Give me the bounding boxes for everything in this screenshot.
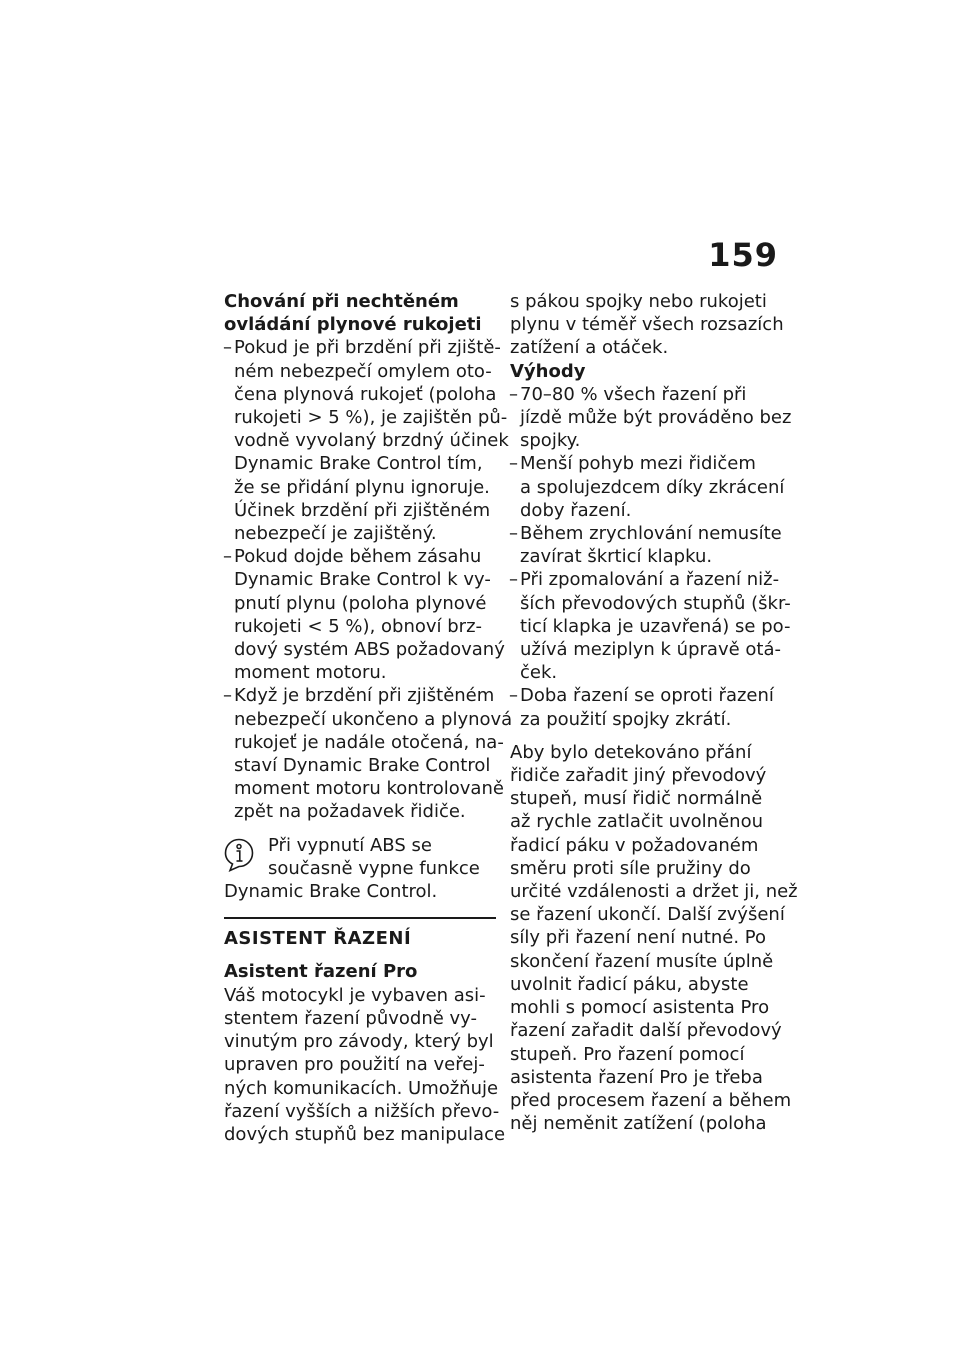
bullet-line: – Doba řazení se oproti řazení: [520, 685, 774, 707]
bullet-line: – Pokud je při brzdění při zjiště-: [234, 337, 501, 359]
note-line: Dynamic Brake Control.: [224, 881, 438, 903]
paragraph-line: ných komunikacích. Umožňuje: [224, 1077, 499, 1099]
bullet-line: ticí klapka je uzavřená) se po-: [520, 615, 791, 637]
note-line: Při vypnutí ABS se: [268, 834, 432, 856]
bullet-line: rukojeti < 5 %), obnoví brz-: [234, 615, 483, 637]
subheading: Výhody: [510, 360, 586, 382]
paragraph-line: řazení vyšších a nižších převo-: [224, 1100, 500, 1122]
paragraph-line: síly při řazení není nutné. Po: [510, 927, 767, 949]
bullet-line: za použití spojky zkrátí.: [520, 708, 732, 730]
heading-line: Chování při nechtěném: [224, 291, 459, 312]
paragraph-line: asistenta řazení Pro je třeba: [510, 1066, 763, 1088]
paragraph: [224, 984, 506, 1146]
paragraph-line: řazení zařadit další převodový: [510, 1020, 782, 1042]
paragraph-line: s pákou spojky nebo rukojeti: [510, 291, 767, 312]
list-item: [224, 545, 505, 684]
paragraph-line: stupeň. Pro řazení pomocí: [510, 1043, 745, 1065]
paragraph-line: určité vzdálenosti a držet ji, než: [510, 881, 798, 903]
right-column: [510, 290, 798, 1135]
paragraph-line: se řazení ukončí. Další zvýšení: [510, 904, 785, 926]
bullet-line: moment motoru.: [234, 662, 387, 684]
bullet-line: – Menší pohyb mezi řidičem: [520, 453, 756, 475]
page-number: 159: [708, 236, 778, 274]
bullet-line: užívá meziplyn k úpravě otá-: [520, 639, 781, 661]
paragraph-line: zatížení a otáček.: [510, 337, 669, 359]
paragraph-line: před procesem řazení a během: [510, 1089, 792, 1111]
paragraph-line: směru proti síle pružiny do: [510, 857, 751, 879]
list-item: [510, 452, 785, 522]
list-item: [510, 522, 782, 568]
info-icon: [224, 838, 254, 872]
bullet-line: ném nebezpečí omylem oto-: [234, 360, 492, 382]
subheading: Asistent řazení Pro: [224, 961, 418, 983]
bullet-line: rukojeť je nadále otočená, na-: [234, 731, 504, 753]
paragraph-line: vinutým pro závody, který byl: [224, 1031, 494, 1053]
bullet-line: a spolujezdcem díky zkrácení: [520, 476, 785, 498]
list-item: [510, 383, 792, 453]
paragraph-line: stentem řazení původně vy-: [224, 1007, 478, 1029]
heading-line: ovládání plynové rukojeti: [224, 314, 482, 336]
paragraph-line: dových stupňů bez manipulace: [224, 1123, 506, 1145]
bullet-line: čena plynová rukojeť (poloha: [234, 383, 497, 405]
bullet-line: – Když je brzdění při zjištěném: [234, 685, 495, 707]
paragraph-line: mohli s pomocí asistenta Pro: [510, 997, 770, 1019]
bullet-line: zpět na požadavek řidiče.: [234, 801, 466, 823]
paragraph-line: upraven pro použití na veřej-: [224, 1054, 485, 1076]
paragraph: [510, 741, 798, 1135]
bullet-line: že se přidání plynu ignoruje.: [234, 476, 490, 498]
paragraph-line: až rychle zatlačit uvolněnou: [510, 811, 763, 833]
bullet-line: doby řazení.: [520, 499, 632, 521]
bullet-line: dový systém ABS požadovaný: [234, 639, 505, 661]
bullet-line: jízdě může být prováděno bez: [520, 407, 792, 429]
bullet-line: ček.: [520, 662, 558, 684]
list-item: [224, 336, 509, 545]
paragraph-line: Váš motocykl je vybaven asi-: [224, 984, 486, 1006]
bullet-list: [224, 336, 513, 823]
list-item: [224, 684, 513, 823]
bullet-line: ších převodových stupňů (škr-: [520, 592, 791, 614]
note-line: současně vypne funkce: [268, 857, 480, 879]
paragraph-line: uvolnit řadicí páku, abyste: [510, 973, 749, 995]
bullet-line: rukojeti > 5 %), je zajištěn pů-: [234, 407, 508, 429]
bullet-line: Dynamic Brake Control k vy-: [234, 569, 491, 591]
paragraph-line: stupeň, musí řidič normálně: [510, 788, 763, 810]
bullet-list: [510, 383, 792, 731]
paragraph-line: plynu v téměř všech rozsazích: [510, 314, 784, 336]
section-heading: [224, 290, 496, 336]
paragraph-line: řadicí páku v požadovaném: [510, 834, 759, 856]
list-item: [510, 684, 782, 730]
bullet-line: – Při zpomalování a řazení niž-: [520, 569, 780, 591]
bullet-line: – Během zrychlování nemusíte: [520, 523, 782, 545]
bullet-line: pnutí plynu (poloha plynové: [234, 592, 487, 614]
section-title: ASISTENT ŘAZENÍ: [224, 917, 496, 950]
bullet-line: spojky.: [520, 430, 581, 452]
bullet-line: Účinek brzdění při zjištěném: [234, 499, 491, 521]
list-item: [510, 568, 791, 684]
bullet-line: nebezpečí je zajištěný.: [234, 523, 437, 545]
bullet-line: staví Dynamic Brake Control: [234, 755, 491, 777]
bullet-line: zavírat škrticí klapku.: [520, 546, 713, 568]
paragraph-line: něj neměnit zatížení (poloha: [510, 1113, 767, 1135]
paragraph-line: Aby bylo detekováno přání: [510, 741, 752, 763]
bullet-line: vodně vyvolaný brzdný účinek: [234, 430, 509, 452]
bullet-line: Dynamic Brake Control tím,: [234, 453, 483, 475]
paragraph-line: skončení řazení musíte úplně: [510, 950, 774, 972]
bullet-line: moment motoru kontrolovaně: [234, 778, 504, 800]
bullet-line: – 70–80 % všech řazení při: [520, 383, 747, 405]
paragraph-line: řidiče zařadit jiný převodový: [510, 765, 767, 787]
info-note: [224, 834, 496, 904]
intro-paragraph: [510, 290, 782, 360]
bullet-line: nebezpečí ukončeno a plynová: [234, 708, 513, 730]
bullet-line: – Pokud dojde během zásahu: [234, 546, 482, 568]
left-column: [224, 290, 513, 1146]
